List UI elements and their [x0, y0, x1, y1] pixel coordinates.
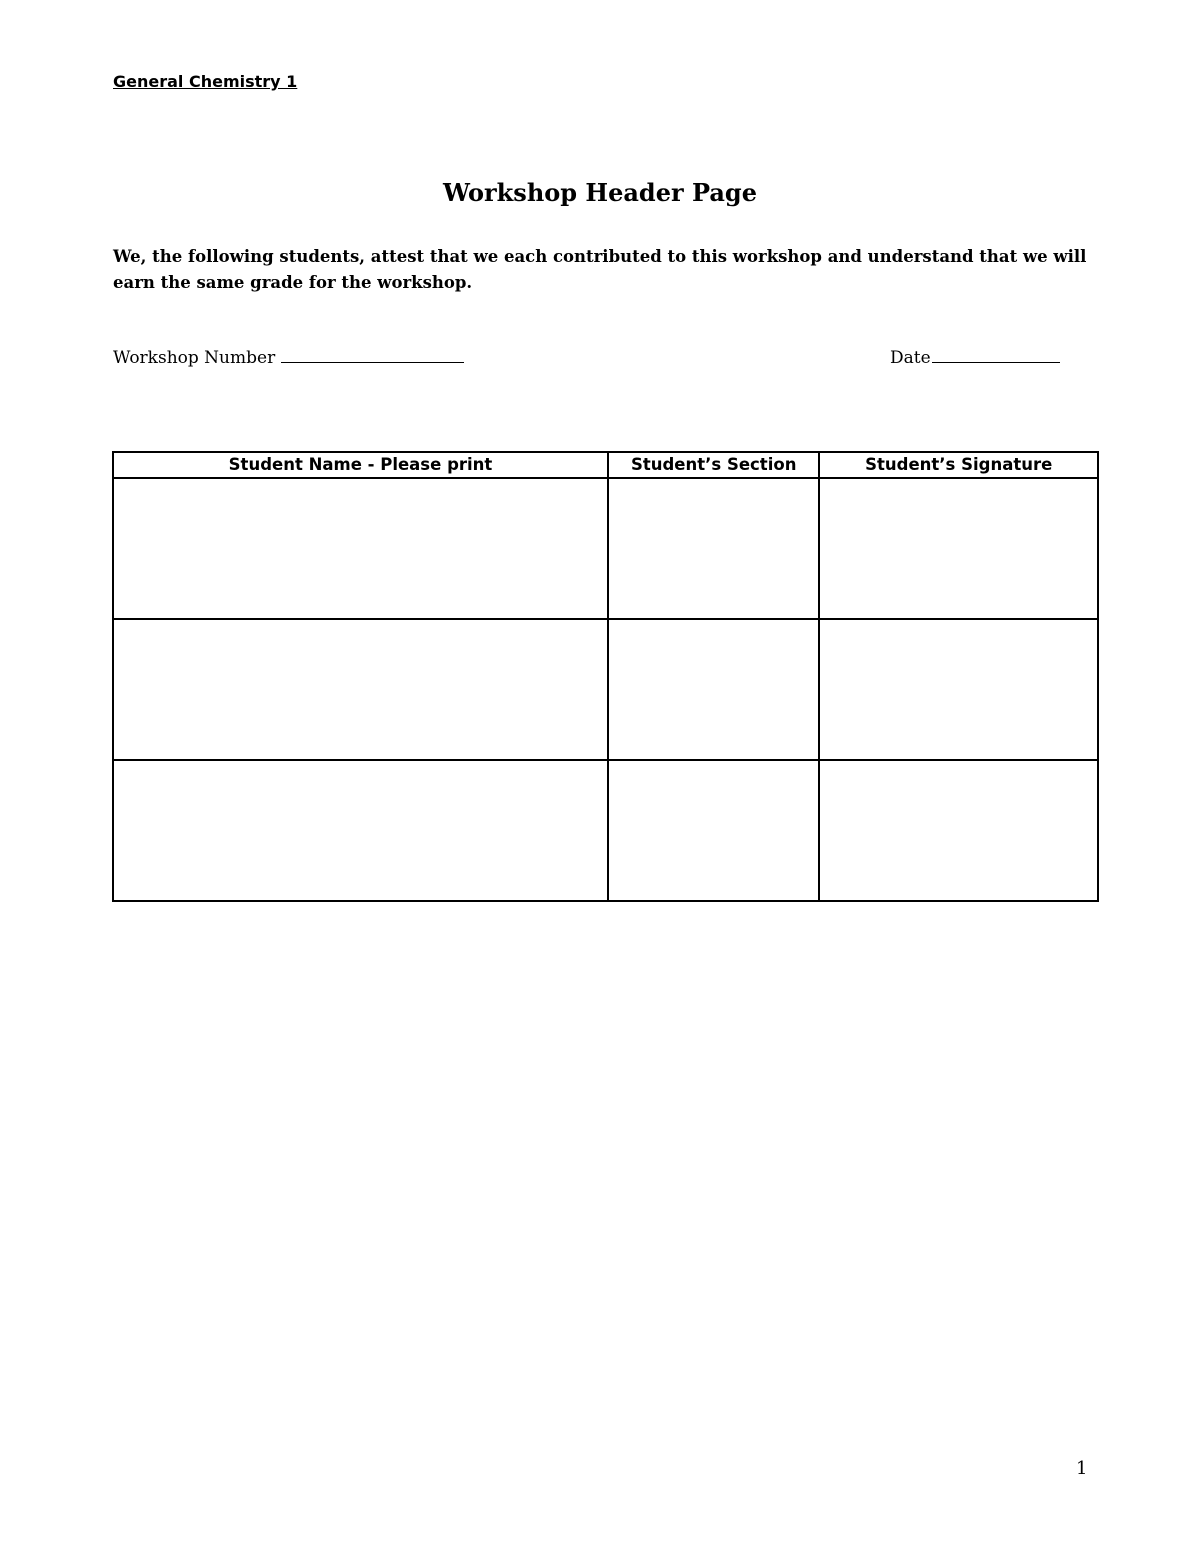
workshop-number-blank[interactable] — [281, 344, 464, 363]
table-row — [113, 619, 1098, 760]
header-student-name: Student Name - Please print — [113, 452, 608, 478]
workshop-number-label: Workshop Number — [113, 348, 276, 368]
page-title: Workshop Header Page — [443, 178, 757, 207]
student-name-cell[interactable] — [113, 619, 608, 760]
student-signature-cell[interactable] — [819, 760, 1098, 901]
student-roster-table — [112, 451, 1099, 902]
student-name-cell[interactable] — [113, 760, 608, 901]
header-student-section: Student’s Section — [608, 452, 819, 478]
student-signature-cell[interactable] — [819, 478, 1098, 619]
student-signature-cell[interactable] — [819, 619, 1098, 760]
table-header-row — [113, 452, 1098, 478]
workshop-number-field — [113, 344, 464, 368]
student-section-cell[interactable] — [608, 760, 819, 901]
table-row — [113, 760, 1098, 901]
course-header: General Chemistry 1 — [113, 72, 298, 91]
header-student-signature: Student’s Signature — [819, 452, 1098, 478]
date-label: Date — [890, 348, 931, 368]
student-section-cell[interactable] — [608, 478, 819, 619]
student-section-cell[interactable] — [608, 619, 819, 760]
table-row — [113, 478, 1098, 619]
attestation-statement: We, the following students, attest that we each contributed to this workshop and understand that we will earn the same grade for the workshop. — [113, 247, 1087, 292]
date-blank[interactable] — [932, 344, 1060, 363]
student-name-cell[interactable] — [113, 478, 608, 619]
date-field — [890, 344, 1060, 368]
page-number: 1 — [1076, 1458, 1088, 1479]
